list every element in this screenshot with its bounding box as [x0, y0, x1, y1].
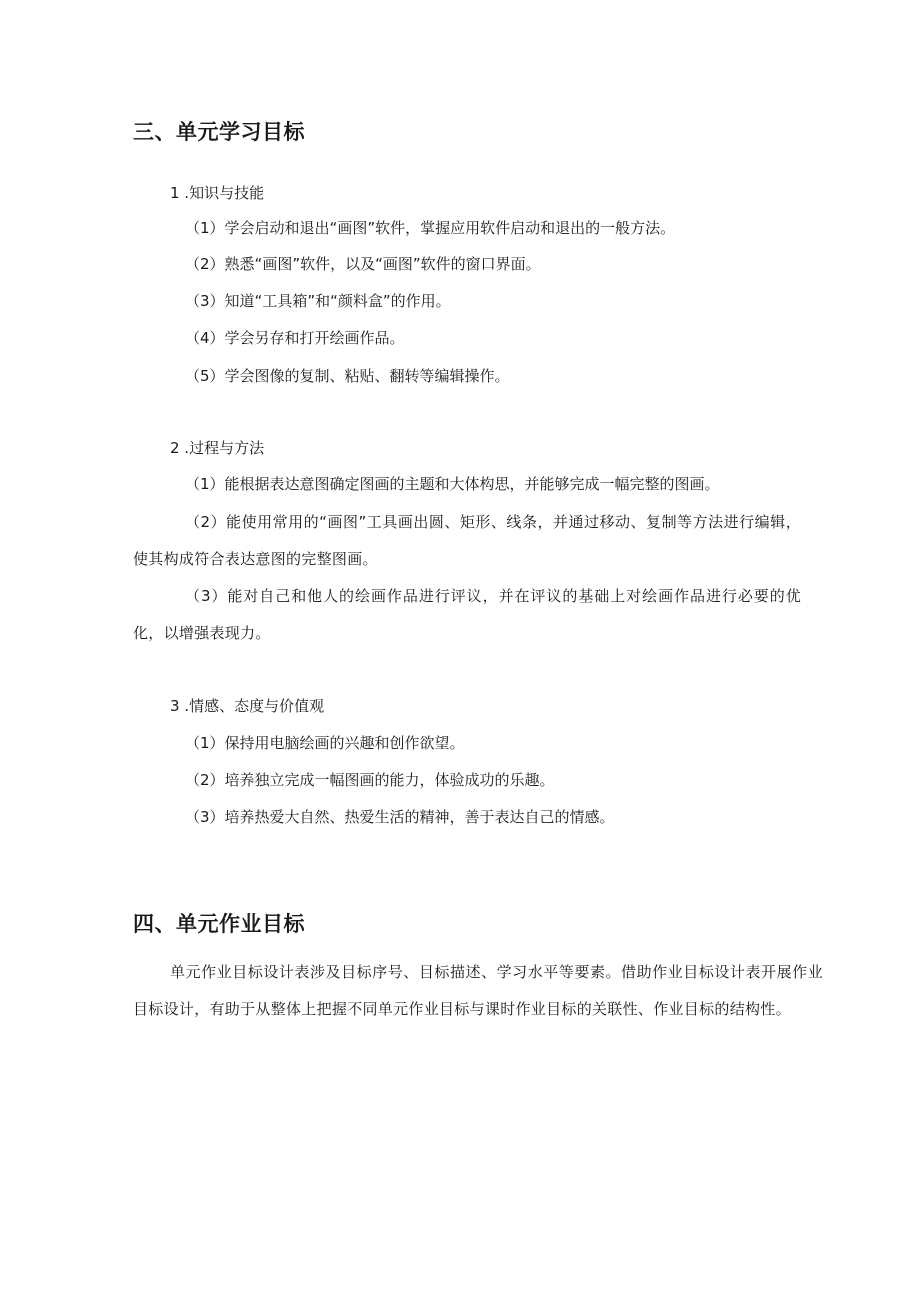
group-2-title: 2 .过程与方法 — [170, 439, 265, 457]
section-4-heading: 四、单元作业目标 — [133, 912, 305, 936]
group-3-title: 3 .情感、态度与价值观 — [170, 697, 325, 715]
group-1-title: 1 .知识与技能 — [170, 184, 265, 202]
group-1-item-5: （5）学会图像的复制、粘贴、翻转等编辑操作。 — [185, 367, 510, 385]
group-1-item-1: （1）学会启动和退出“画图”软件，掌握应用软件启动和退出的一般方法。 — [185, 219, 676, 237]
group-2-item-1: （1）能根据表达意图确定图画的主题和大体构思，并能够完成一幅完整的图画。 — [185, 475, 720, 493]
group-1-item-4: （4）学会另存和打开绘画作品。 — [185, 329, 405, 347]
group-1-item-2: （2）熟悉“画图”软件，以及“画图”软件的窗口界面。 — [185, 255, 541, 273]
section-4-paragraph: 单元作业目标设计表涉及目标序号、目标描述、学习水平等要素。借助作业目标设计表开展作业目标设计，有助于从整体上把握不同单元作业目标与课时作业目标的关联性、作业目标的结构性。 — [133, 963, 823, 1018]
group-3-item-2: （2）培养独立完成一幅图画的能力，体验成功的乐趣。 — [185, 771, 555, 789]
group-1-item-3: （3）知道“工具箱”和“颜料盒”的作用。 — [185, 292, 451, 310]
group-3-item-1: （1）保持用电脑绘画的兴趣和创作欲望。 — [185, 734, 465, 752]
group-2-item-3: （3）能对自己和他人的绘画作品进行评议，并在评议的基础上对绘画作品进行必要的优化，以增强表现力。 — [133, 587, 801, 642]
group-2-item-2: （2）能使用常用的“画图”工具画出圆、矩形、线条，并通过移动、复制等方法进行编辑，使其构成符合表达意图的完整图画。 — [133, 513, 801, 568]
group-3-item-3: （3）培养热爱大自然、热爱生活的精神，善于表达自己的情感。 — [185, 808, 615, 826]
section-3-heading: 三、单元学习目标 — [133, 120, 305, 144]
